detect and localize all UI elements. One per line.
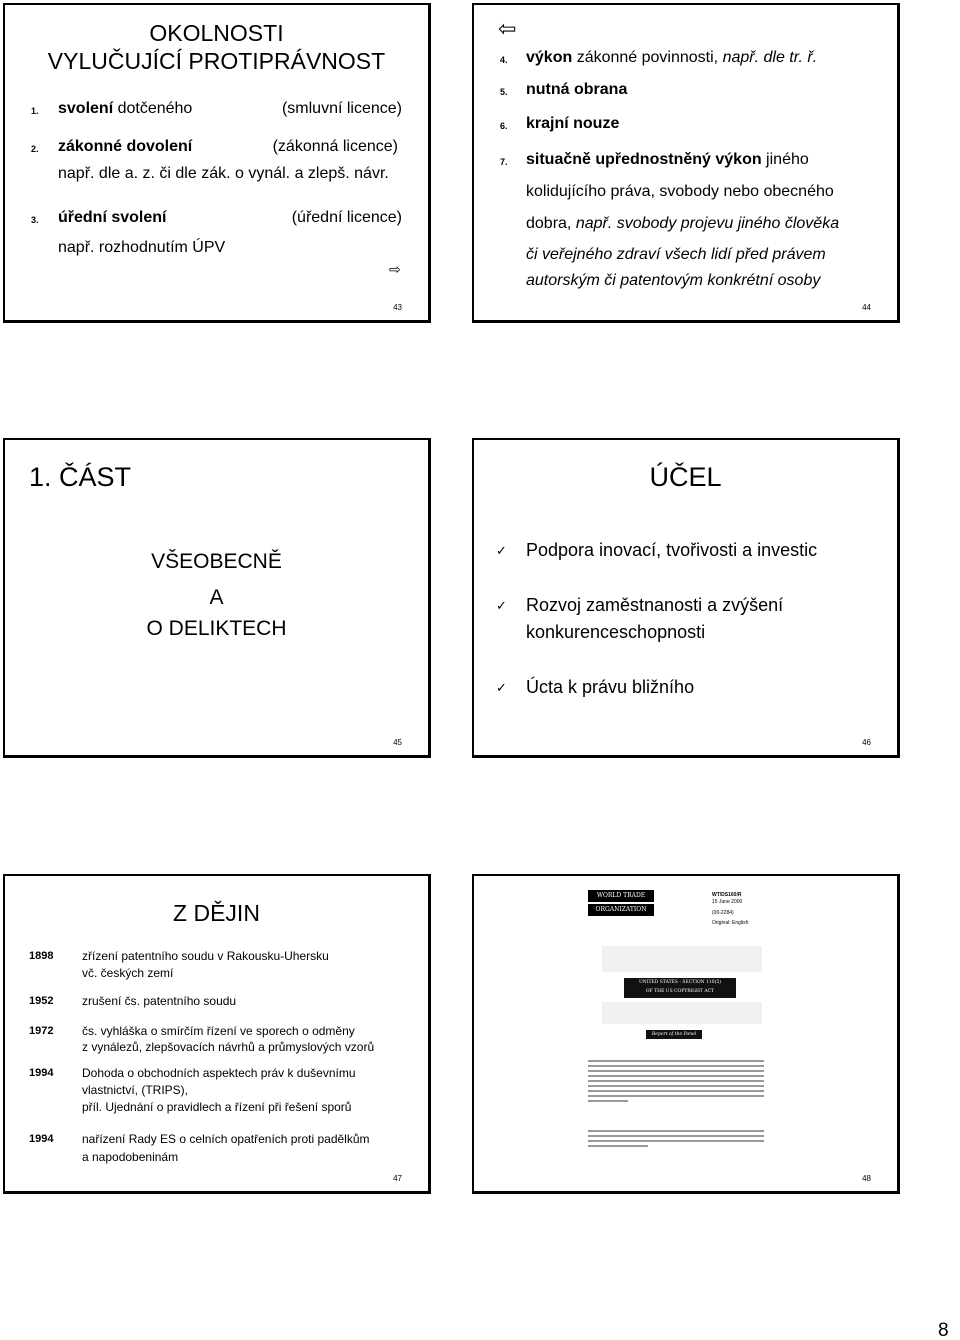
item-number: 6. <box>500 121 508 131</box>
event-text: a napodobeninám <box>82 1150 179 1164</box>
purpose-item-ucta: Úcta k právu bližního <box>526 677 695 697</box>
event-year: 1994 <box>29 1067 54 1079</box>
item-7-line-3: dobra, např. svobody projevu jiného člověka <box>526 215 840 232</box>
report-title-band: UNITED STATES - SECTION 110(5) OF THE US COPYRIGHT ACT <box>624 978 736 998</box>
slide-45 <box>3 438 431 758</box>
item-7-line-4: či veřejného zdraví všech lidí před právem <box>526 246 826 263</box>
item-situacne-upřednostneny: situačně upřednostněný výkon jiného <box>526 151 809 168</box>
slide-number: 45 <box>393 738 402 747</box>
purpose-item-zamestnanost: Rozvoj zaměstnanosti a zvýšení <box>526 595 784 615</box>
slide-47-title: Z DĚJIN <box>173 900 260 926</box>
item-uredni-svoleni: úřední svolení <box>58 209 167 226</box>
next-arrow-icon: ⇨ <box>389 261 401 277</box>
event-text: čs. vyhláška o smírčím řízení ve sporech o odměny <box>82 1024 355 1038</box>
slide-number: 46 <box>862 738 871 747</box>
event-text: Dohoda o obchodních aspektech práv k duševnímu <box>82 1066 356 1080</box>
item-nutna-obrana: nutná obrana <box>526 81 628 98</box>
event-text: zrušení čs. patentního soudu <box>82 994 237 1008</box>
event-text: z vynálezů, zlepšovacích návrhů a průmyslových vzorů <box>82 1040 375 1054</box>
event-year: 1952 <box>29 995 54 1007</box>
item-krajni-nouze: krajní nouze <box>526 115 620 132</box>
doc-code: WT/DS160/R <box>712 892 742 898</box>
check-icon: ✓ <box>496 598 507 613</box>
doc-date: 15 June 2000 <box>712 899 743 905</box>
item-number: 3. <box>31 215 39 225</box>
item-vykon-povinnosti: výkon zákonné povinnosti, např. dle tr. ř. <box>526 49 818 66</box>
slide-43-title: OKOLNOSTI VYLUČUJÍCÍ PROTIPRÁVNOST <box>47 20 386 74</box>
event-text: vč. českých zemí <box>82 966 174 980</box>
event-year: 1972 <box>29 1025 54 1037</box>
item-uredni-licence: (úřední licence) <box>291 209 402 226</box>
check-icon: ✓ <box>496 680 507 695</box>
event-text: vlastnictví, (TRIPS), <box>82 1083 189 1097</box>
slide-number: 48 <box>862 1174 871 1183</box>
event-text: zřízení patentního soudu v Rakousku-Uhersku <box>82 949 329 963</box>
slide-number: 44 <box>862 303 871 312</box>
item-svoleni: svolení dotčeného <box>58 100 193 117</box>
slide-45-title: 1. ČÁST <box>29 462 132 492</box>
item-zakonne-dovoleni: zákonné dovolení <box>58 138 193 155</box>
item-7-line-2: kolidujícího práva, svobody nebo obecného <box>526 183 834 200</box>
item-zakonna-licence: (zákonná licence) <box>272 138 398 155</box>
slide-47 <box>3 874 431 1194</box>
item-number: 4. <box>500 55 508 65</box>
body-line-o-deliktech: O DELIKTECH <box>146 617 287 640</box>
slide-48 <box>472 874 900 1194</box>
slide-number: 47 <box>393 1174 402 1183</box>
body-line-vseobecne: VŠEOBECNĚ <box>151 550 282 573</box>
purpose-item-inovace: Podpora inovací, tvořivosti a investic <box>526 540 818 560</box>
item-uredni-svoleni-example: např. rozhodnutím ÚPV <box>58 239 226 256</box>
slide-44 <box>472 3 900 323</box>
slide-number: 43 <box>393 303 402 312</box>
page-number: 8 <box>938 1320 949 1340</box>
item-number: 5. <box>500 87 508 97</box>
event-year: 1994 <box>29 1133 54 1145</box>
item-zakonne-dovoleni-example: např. dle a. z. či dle zák. o vynál. a zlepš. návr. <box>58 165 389 182</box>
slide-46-title: ÚČEL <box>649 462 722 492</box>
wto-report-image <box>582 882 780 1154</box>
event-year: 1898 <box>29 950 54 962</box>
purpose-item-zamestnanost-l2: konkurenceschopnosti <box>526 622 706 642</box>
item-7-line-5: autorským či patentovým konkrétní osoby <box>526 272 821 289</box>
back-arrow-icon: ⇦ <box>498 16 517 41</box>
wto-logo-line2: ORGANIZATION <box>588 904 654 916</box>
doc-lang: Original: English <box>712 920 749 926</box>
event-text: příl. Ujednání o pravidlech a řízení při řešení sporů <box>82 1100 352 1114</box>
check-icon: ✓ <box>496 543 507 558</box>
wto-logo-line1: WORLD TRADE <box>588 890 654 902</box>
body-line-a: A <box>209 586 224 609</box>
doc-ref: (00-2284) <box>712 910 734 916</box>
item-number: 1. <box>31 106 39 116</box>
slide-43 <box>3 3 431 323</box>
slide-46 <box>472 438 900 758</box>
item-number: 7. <box>500 157 508 167</box>
event-text: nařízení Rady ES o celních opatřeních proti padělkům <box>82 1132 370 1146</box>
item-number: 2. <box>31 144 39 154</box>
item-svoleni-licence: (smluvní licence) <box>281 100 402 117</box>
report-label: Report of the Panel <box>646 1030 702 1039</box>
